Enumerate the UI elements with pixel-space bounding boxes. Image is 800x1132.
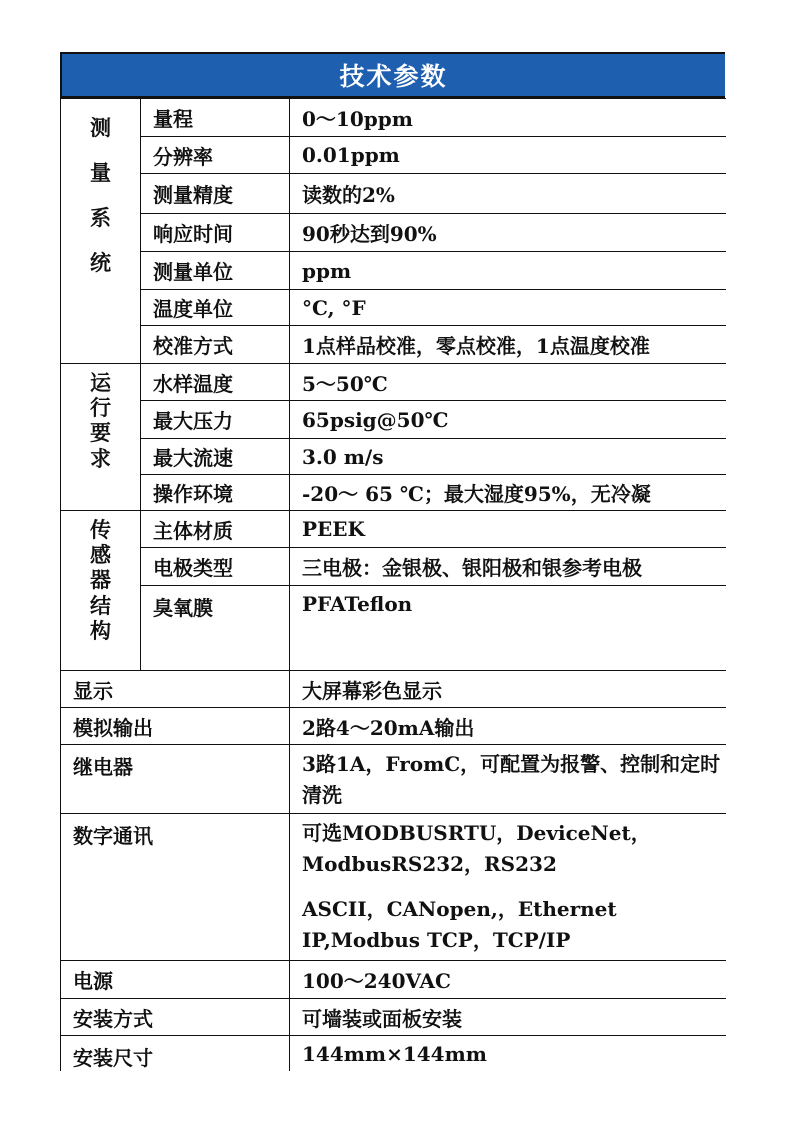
table-row — [61, 586, 726, 671]
table-row — [61, 511, 726, 548]
row-label: 数字通讯 — [61, 814, 290, 961]
row-label: 校准方式 — [141, 326, 290, 364]
table-row — [61, 708, 726, 745]
row-label: 响应时间 — [141, 214, 290, 252]
row-value: 三电极：金银极、银阳极和银参考电极 — [290, 548, 726, 586]
row-label: 测量精度 — [141, 174, 290, 214]
row-label: 模拟输出 — [61, 708, 290, 745]
row-value: 读数的2% — [290, 174, 726, 214]
table-row — [61, 439, 726, 475]
row-value: 可墙装或面板安装 — [290, 999, 726, 1036]
table-row — [61, 174, 726, 214]
table-row — [61, 290, 726, 326]
row-value: PFATeflon — [290, 586, 726, 671]
row-label: 主体材质 — [141, 511, 290, 548]
group-sensor-structure: 传感器结构 — [61, 511, 141, 671]
row-value: 大屏幕彩色显示 — [290, 671, 726, 708]
row-label: 安装尺寸 — [61, 1036, 290, 1072]
comm-options-line-1: 可选MODBUSRTU，DeviceNet，ModbusRS232，RS232 — [302, 821, 651, 876]
row-label: 安装方式 — [61, 999, 290, 1036]
table-row — [61, 999, 726, 1036]
row-label: 电极类型 — [141, 548, 290, 586]
row-value: 1点样品校准，零点校准，1点温度校准 — [290, 326, 726, 364]
row-label: 显示 — [61, 671, 290, 708]
row-value: °C, °F — [290, 290, 726, 326]
table-row — [61, 1036, 726, 1072]
row-label: 电源 — [61, 961, 290, 999]
comm-options-line-2: ASCII，CANopen,，Ethernet IP,Modbus TCP，TCP/IP — [302, 897, 617, 952]
table-row — [61, 99, 726, 137]
spec-sheet — [60, 52, 725, 1071]
row-value: 0～10ppm — [290, 99, 726, 137]
table-row — [61, 475, 726, 511]
row-value: 65psig@50℃ — [290, 401, 726, 439]
table-row — [61, 745, 726, 814]
row-value: 5～50℃ — [290, 364, 726, 401]
row-label: 分辨率 — [141, 137, 290, 174]
row-value: -20～ 65 ℃；最大湿度95%，无冷凝 — [290, 475, 726, 511]
row-value: ppm — [290, 252, 726, 290]
row-value-group — [290, 814, 726, 961]
row-value: PEEK — [290, 511, 726, 548]
row-label: 测量单位 — [141, 252, 290, 290]
table-row — [61, 137, 726, 174]
row-label: 最大压力 — [141, 401, 290, 439]
row-value: 3.0 m/s — [290, 439, 726, 475]
row-label: 水样温度 — [141, 364, 290, 401]
row-label: 量程 — [141, 99, 290, 137]
table-row — [61, 814, 726, 961]
table-row — [61, 401, 726, 439]
table-row — [61, 326, 726, 364]
table-row — [61, 961, 726, 999]
table-row — [61, 252, 726, 290]
table-title: 技术参数 — [60, 52, 725, 98]
row-label: 操作环境 — [141, 475, 290, 511]
row-value: 0.01ppm — [290, 137, 726, 174]
table-row — [61, 671, 726, 708]
row-label: 臭氧膜 — [141, 586, 290, 671]
table-row — [61, 364, 726, 401]
row-label: 温度单位 — [141, 290, 290, 326]
row-label: 最大流速 — [141, 439, 290, 475]
group-measure-system: 测量系统 — [61, 99, 141, 364]
table-row — [61, 214, 726, 252]
row-value: 3路1A，FromC，可配置为报警、控制和定时清洗 — [290, 745, 726, 814]
row-value: 100～240VAC — [290, 961, 726, 999]
group-operating-requirements: 运行要求 — [61, 364, 141, 511]
row-label: 继电器 — [61, 745, 290, 814]
table-row — [61, 548, 726, 586]
row-value: 2路4～20mA输出 — [290, 708, 726, 745]
spec-table — [60, 98, 726, 1071]
row-value: 90秒达到90% — [290, 214, 726, 252]
row-value: 144mm×144mm — [290, 1036, 726, 1072]
